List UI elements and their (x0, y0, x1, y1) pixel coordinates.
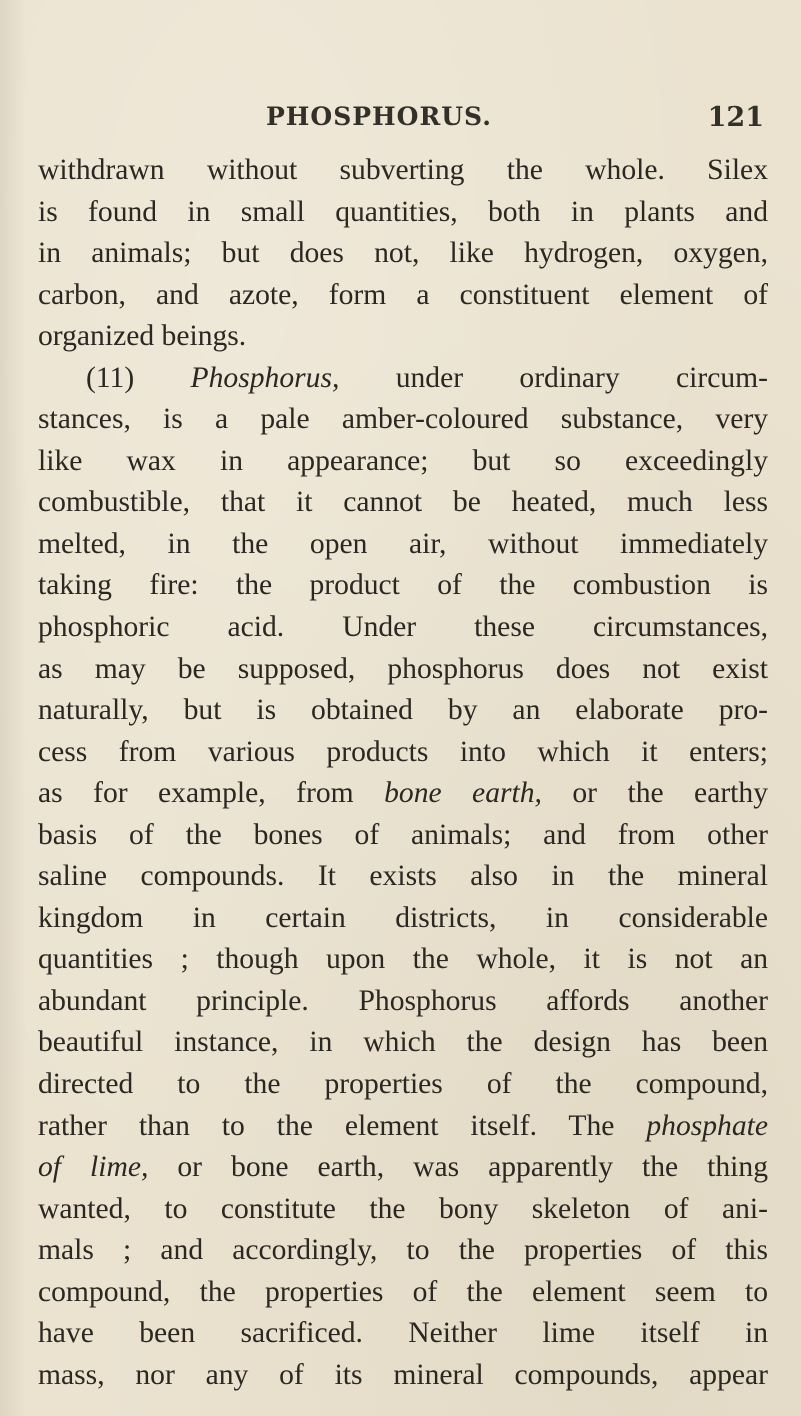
text-line: have been sacrificed. Neither lime itself in (38, 1317, 768, 1350)
body-text (38, 150, 768, 1396)
text-line: beautiful instance, in which the design has been (38, 1026, 768, 1059)
text-line: saline compounds. It exists also in the mineral (38, 860, 768, 893)
italic-term: bone earth, (384, 777, 542, 810)
text-line: organized beings. (38, 320, 247, 353)
italic-term: Phosphorus, (190, 361, 340, 394)
text-line: stances, is a pale amber-coloured substance, very (38, 403, 768, 436)
page-number: 121 (707, 102, 764, 133)
text-line: taking fire: the product of the combustion is (38, 569, 768, 602)
running-head (38, 102, 780, 142)
text-line: mals ; and accordingly, to the properties of this (38, 1234, 768, 1267)
text-line: of lime, or bone earth, was apparently the thing (38, 1151, 768, 1184)
text-line: cess from various products into which it enters; (38, 735, 768, 768)
text-line: combustible, that it cannot be heated, much less (38, 486, 768, 519)
text-line: quantities ; though upon the whole, it is not an (38, 943, 768, 976)
text-line: compound, the properties of the element seem to (38, 1275, 768, 1308)
italic-term: of lime, (38, 1151, 149, 1184)
text-line: carbon, and azote, form a constituent element of (38, 278, 768, 311)
text-line: as for example, from bone earth, or the earthy (38, 777, 769, 810)
text-line: (11) Phosphorus, under ordinary circum- (86, 361, 768, 394)
text-line: directed to the properties of the compound, (38, 1068, 768, 1101)
running-head-title: PHOSPHORUS. (266, 102, 492, 131)
text-line: abundant principle. Phosphorus affords another (38, 984, 768, 1017)
text-line: kingdom in certain districts, in considerable (38, 901, 768, 934)
text-line: phosphoric acid. Under these circumstances, (38, 611, 768, 644)
text-line: naturally, but is obtained by an elaborate pro- (38, 694, 768, 727)
text-line: mass, nor any of its mineral compounds, appear (38, 1358, 768, 1391)
text-line: like wax in appearance; but so exceedingly (38, 444, 768, 477)
text-line: rather than to the element itself. The phosphate (38, 1109, 768, 1142)
text-line: is found in small quantities, both in plants and (38, 195, 768, 228)
text-line: as may be supposed, phosphorus does not exist (38, 652, 768, 685)
italic-term: phosphate (646, 1109, 768, 1142)
text-line: wanted, to constitute the bony skeleton of ani- (38, 1192, 768, 1225)
text-line: withdrawn without subverting the whole. Silex (38, 154, 768, 186)
text-line: basis of the bones of animals; and from other (38, 818, 768, 851)
text-line: in animals; but does not, like hydrogen, oxygen, (38, 237, 768, 270)
text-line: melted, in the open air, without immediately (38, 527, 768, 560)
page-gutter-shadow (0, 0, 26, 1416)
